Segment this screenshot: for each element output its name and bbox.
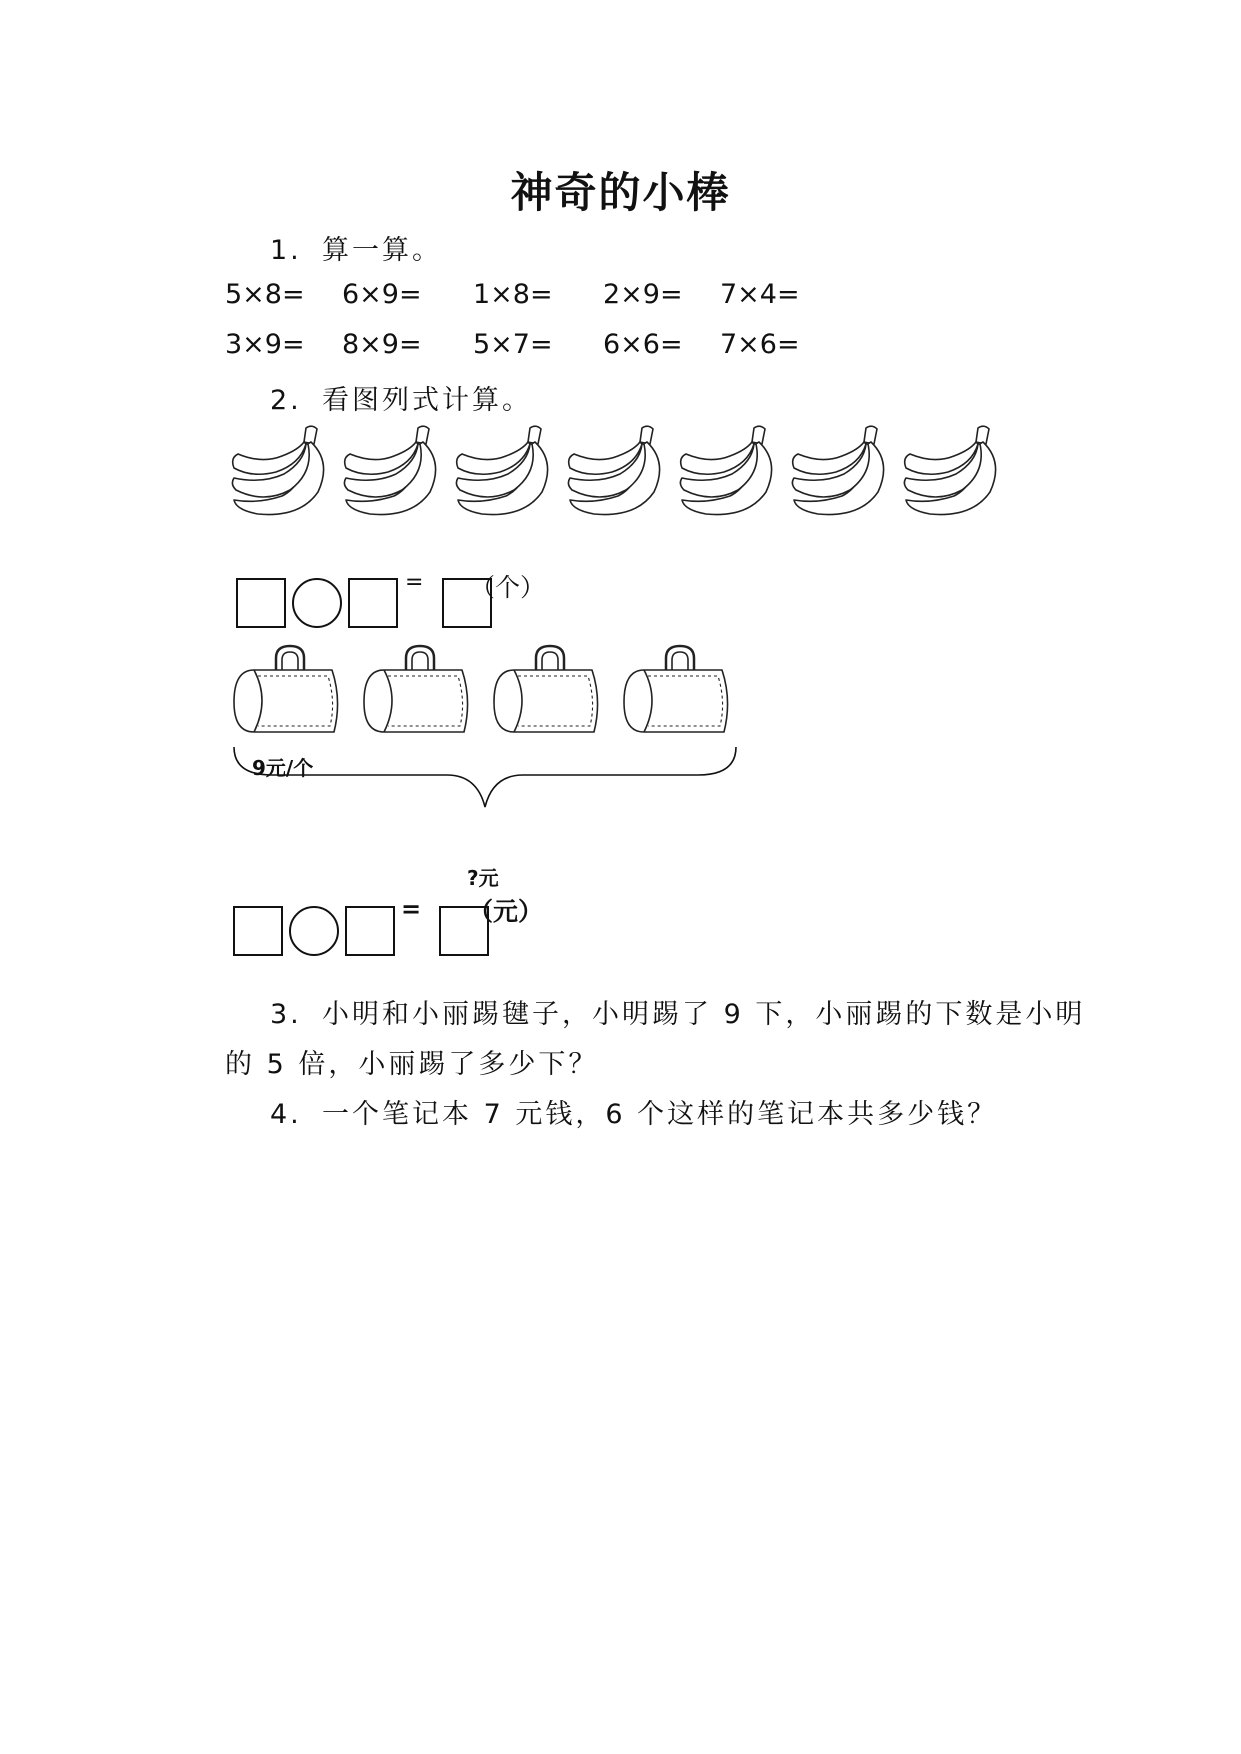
handbag-icon	[492, 640, 604, 740]
answer-box-4[interactable]	[233, 906, 283, 956]
unit-label-1: （个）	[470, 573, 546, 602]
q1-row1-item-4: 2×9=	[603, 279, 683, 310]
question-1-text: 算一算。	[322, 235, 442, 266]
question-2-text: 看图列式计算。	[322, 385, 532, 416]
banana-row	[228, 420, 1028, 520]
q1-row1-item-1: 5×8=	[225, 279, 305, 310]
operator-circle-2[interactable]	[289, 906, 339, 956]
banana-icon	[900, 420, 1005, 520]
question-3-number: 3.	[270, 999, 302, 1030]
question-4-number: 4.	[270, 1099, 302, 1130]
q1-row1-item-5: 7×4=	[720, 279, 800, 310]
banana-icon	[788, 420, 893, 520]
q1-row2-item-2: 8×9=	[342, 329, 422, 360]
q1-row2-item-1: 3×9=	[225, 329, 305, 360]
answer-box-1[interactable]	[236, 578, 286, 628]
banana-icon	[564, 420, 669, 520]
page-title: 神奇的小棒	[510, 168, 731, 217]
question-4-heading	[270, 1092, 997, 1131]
question-3-text-1: 小明和小丽踢毽子，小明踢了 9 下，小丽踢的下数是小明	[322, 999, 1086, 1030]
equals-sign-2: =	[401, 895, 422, 923]
question-4-text: 一个笔记本 7 元钱，6 个这样的笔记本共多少钱？	[322, 1099, 998, 1130]
bag-row	[232, 640, 752, 745]
handbag-icon	[362, 640, 474, 740]
banana-icon	[340, 420, 445, 520]
q1-row1-item-3: 1×8=	[473, 279, 553, 310]
banana-icon	[452, 420, 557, 520]
question-2-number: 2.	[270, 385, 302, 416]
unit-label-2: （元）	[468, 897, 544, 926]
banana-icon	[228, 420, 333, 520]
banana-icon	[676, 420, 781, 520]
equals-sign-1: =	[405, 570, 424, 595]
q1-row2-item-5: 7×6=	[720, 329, 800, 360]
q1-row2-item-3: 5×7=	[473, 329, 553, 360]
question-1-number: 1.	[270, 235, 302, 266]
answer-box-2[interactable]	[348, 578, 398, 628]
total-label: ?元	[467, 866, 499, 890]
question-1-heading	[270, 228, 442, 267]
question-3-text-2: 的 5 倍，小丽踢了多少下？	[225, 1049, 599, 1080]
q1-row1-item-2: 6×9=	[342, 279, 422, 310]
question-2-heading	[270, 378, 532, 417]
question-3-line-1	[270, 992, 1085, 1031]
answer-box-5[interactable]	[345, 906, 395, 956]
operator-circle-1[interactable]	[292, 578, 342, 628]
price-label: 9元/个	[252, 756, 314, 780]
q1-row2-item-4: 6×6=	[603, 329, 683, 360]
handbag-icon	[622, 640, 734, 740]
handbag-icon	[232, 640, 344, 740]
